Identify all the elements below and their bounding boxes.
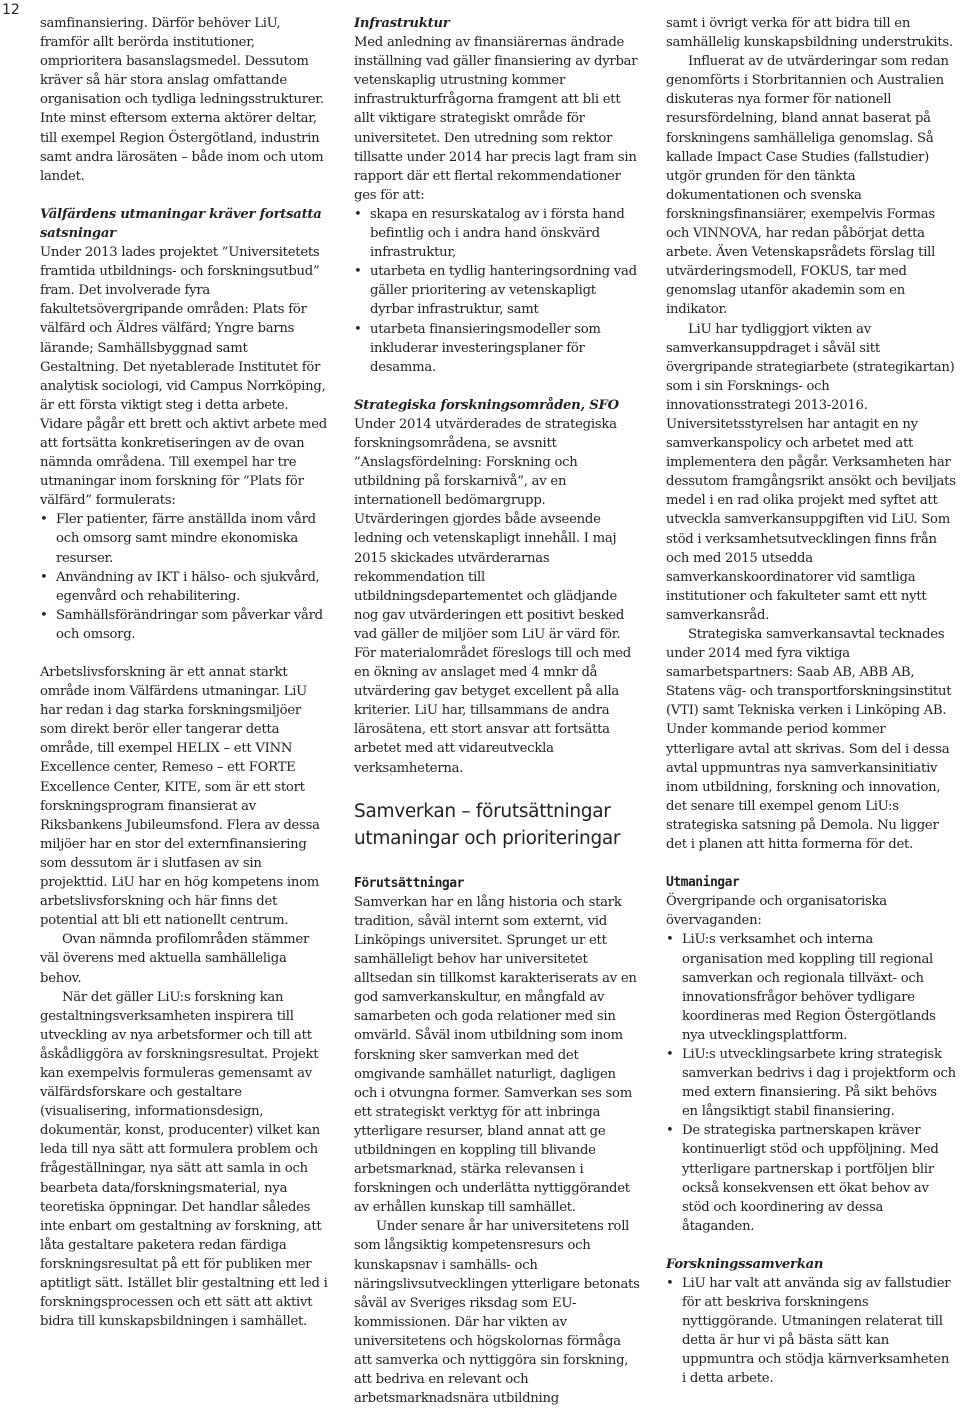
bullet-list <box>666 930 956 1236</box>
paragraph: När det gäller LiU:s forskning kan gestaltningsverksamheten inspirera till utveckling av nya arbetsformer och till att åskådliggöra av forskningsresultat. Projekt kan exempelvis formuleras gemensamt av välfärdsforskare och gestaltare (visualisering, informationsdesign, dokumentär, konst, producenter) vilket kan leda till nya sätt att formulera problem och frågeställningar, nya sätt att samla in och bearbeta data/forskningsmaterial, nya teoretiska öppningar. Det handlar således inte enbart om gestaltning av forskning, att låta gestaltare paketera redan färdiga forskningsresultat på ett för publiken mer aptitligt sätt. Istället blir gestaltning ett led i forskningsprocessen och ett sätt att aktivt bidra till kunskapsbildningen i samhället. <box>40 989 328 1330</box>
subheading-prerequisites: Förutsättningar <box>354 875 464 891</box>
bullet-list <box>40 510 330 644</box>
page-number: 12 <box>2 2 20 18</box>
paragraph: Under 2013 lades projektet ”Universitetets framtida utbildnings- och forskningsutbud” fram. Det involverade fyra fakultetsövergripande områden: Plats för välfärd och Äldres välfärd; Yngre barns lärande; Samhällsbyggnad samt Gestaltning. Det nyetablerade Institutet för analytisk sociologi, vid Campus Norrköping, är ett första viktigt steg i detta arbete. Vidare pågår ett brett och aktivt arbete med att fortsätta konkretiseringen av de ovan nämnda områdena. Till exempel har tre utmaningar inom forskning för ”Plats för välfärd” formulerats: <box>40 245 327 509</box>
list-item: • LiU:s utvecklingsarbete kring strategisk samverkan bedrivs i dag i projektform och med extern finansiering. På sikt behövs en långsiktigt stabil finansiering. <box>666 1045 956 1121</box>
subheading-infrastructure: Infrastruktur <box>354 16 450 31</box>
bullet-list <box>354 205 642 377</box>
column-middle <box>354 14 642 1408</box>
section-heading-samverkan: Samverkan – förutsättningar utmaningar och prioriteringar <box>354 800 621 849</box>
paragraph: Strategiska samverkansavtal tecknades under 2014 med fyra viktiga samarbetspartners: Saab AB, ABB AB, Statens väg- och transportforskningsinstitut (VTI) samt Tekniska verken i Linköping AB. Under kommande period kommer ytterligare avtal att skrivas. Som del i dessa avtal uppmuntras nya samverkansinitiativ inom utbildning, forskning och innovation, det senare till exempel genom LiU:s strategiska satsning på Demola. Nu ligger det i planen att hitta formerna för det. <box>666 627 952 853</box>
list-item: • Samhällsförändringar som påverkar vård och omsorg. <box>40 606 330 644</box>
paragraph: Övergripande och organisatoriska övervaganden: <box>666 894 887 929</box>
paragraph: Under senare år har universitetens roll som långsiktig kompetensresurs och kunskapsnav i samhälls- och näringslivsutvecklingen ytterligare betonats såväl av Sveriges riksdag som EU-kommissionen. Där har vikten av universitetens och högskolornas förmåga att samverka och nyttiggöra sin forskning, att bedriva en relevant och arbetsmarknadsnära utbildning <box>354 1219 640 1407</box>
subheading-research-collaboration: Forskningssamverkan <box>666 1256 824 1272</box>
paragraph: Samverkan har en lång historia och stark tradition, såväl internt som externt, vid Linköpings universitet. Sprunget ur ett samhälleligt behov har universitetet alltsedan sin tillkomst karakteriserats av en god samverkanskultur, en mångfald av samarbeten och goda relationer med sin omvärld. Såväl inom utbildning som inom forskning sker samverkan med det omgivande samhället naturligt, dagligen och i otvungna former. Samverkan ses som ett strategiskt verktyg för att inbringa ytterligare resurser, bland annat att ge utbildningen en koppling till blivande arbetsmarknad, stärka relevansen i forskningen och underlätta nyttiggörandet av erhållen kunskap till samhället. <box>354 894 637 1216</box>
paragraph: Arbetslivsforskning är ett annat starkt område inom Välfärdens utmaningar. LiU har redan i dag starka forskningsmiljöer som direkt berör eller tangerar detta område, till exempel HELIX – ett VINN Excellence center, Remeso – ett FORTE Excellence Center, KITE, som är ett stort forskningsprogram finansierat av Riksbankens Jubileumsfond. Flera av dessa miljöer har en stor del externfinansiering som dessutom är i slutfasen av sin projekttid. LiU har en hög kompetens inom arbetslivsforskning och här finns det potential att bli ett nationellt centrum. <box>40 665 320 929</box>
paragraph: Under 2014 utvärderades de strategiska forskningsområdena, se avsnitt ”Anslagsfördelning: Forskning och utbildning på forskarnivå”, av en internationell bedömargrupp. Utvärderingen gjordes både avseende ledning och vetenskapligt innehåll. I maj 2015 skickades utvärderarnas rekommendation till utbildningsdepartementet och glädjande nog gav utvärderingen ett positivt besked vad gäller de miljöer som LiU är värd för. För materialområdet föreslogs till och med en ökning av anslaget med 4 mnkr då utvärdering gav betyget excellent på alla kriterier. LiU har, tillsammans de andra lärosätena, ett stort ansvar att fortsätta arbetet med att vidareutveckla verksamheterna. <box>354 416 631 776</box>
intro-paragraph: samfinansiering. Därför behöver LiU, framför allt berörda institutioner, omprioritera basanslagsmedel. Dessutom kräver så här stora anslag omfattande organisation och tydliga ledningsstrukturer. Inte minst eftersom externa aktörer deltar, till exempel Region Östergötland, industrin samt andra lärosäten – både inom och utom landet. <box>40 16 324 184</box>
paragraph: LiU har tydliggjort vikten av samverkansuppdraget i såväl sitt övergripande strategiarbete (strategikartan) som i sin Forsknings- och innovationsstrategi 2013-2016. Universitetsstyrelsen har antagit en ny samverkanspolicy och arbetet med att implementera den pågår. Verksamheten har dessutom framgångsrikt ansökt och beviljats medel i en rad olika projekt med syftet att utveckla samverkansuppgiften vid LiU. Som stöd i verksamhetsutvecklingen finns från och med 2015 utsedda samverkanskoordinatorer vid samtliga institutioner och fakulteter samt ett nytt samverkansråd. <box>666 321 956 623</box>
paragraph: Influerat av de utvärderingar som redan genomförts i Storbritannien och Australien diskuteras nya former för nationell resursfördelning, bland annat baserat på forskningens samhälleliga genomslag. Så kallade Impact Case Studies (fallstudier) utgör grunden för den tänkta dokumentationen och svenska forskningsfinansiärer, exempelvis Formas och VINNOVA, har redan påbörjat detta arbete. Även Vetenskapsrådets förslag till utvärderingsmodell, FOKUS, tar med genomslag utanför akademin som en indikator. <box>666 54 949 318</box>
column-left <box>40 14 330 1331</box>
paragraph: Ovan nämnda profilområden stämmer väl överens med aktuella samhälleliga behov. <box>40 932 310 986</box>
list-item: • utarbeta en tydlig hanteringsordning vad gäller prioritering av vetenskapligt dyrbar infrastruktur, samt <box>354 262 642 319</box>
list-item: • Fler patienter, färre anställda inom vård och omsorg samt mindre ekonomiska resurser. <box>40 510 330 567</box>
bullet-list <box>666 1274 956 1389</box>
column-right <box>666 14 956 1389</box>
list-item: • Användning av IKT i hälso- och sjukvård, egenvård och rehabilitering. <box>40 568 330 606</box>
list-item: • De strategiska partnerskapen kräver kontinuerligt stöd och uppföljning. Med ytterligare partnerskap i portföljen blir också konsekvensen ett ökat behov av stöd och koordinering av dessa åtaganden. <box>666 1121 956 1236</box>
list-item: • utarbeta finansieringsmodeller som inkluderar investeringsplaner för desamma. <box>354 320 642 377</box>
list-item: • LiU:s verksamhet och interna organisation med koppling till regional samverkan och regionala tillväxt- och innovationsfrågor behöver tydligare koordineras med Region Östergötlands nya utvecklingsplattform. <box>666 930 956 1045</box>
paragraph: samt i övrigt verka för att bidra till en samhällelig kunskapsbildning understrukits. <box>666 16 953 51</box>
subheading-sfo: Strategiska forskningsområden, SFO <box>354 397 619 413</box>
list-item: • skapa en resurskatalog av i första hand befintlig och i andra hand önskvärd infrastruktur, <box>354 205 642 262</box>
list-item: • LiU har valt att använda sig av fallstudier för att beskriva forskningens nyttiggörande. Utmaningen relaterat till detta är hur vi på bästa sätt kan uppmuntra och stödja kärnverksamheten i detta arbete. <box>666 1274 956 1389</box>
paragraph: Med anledning av finansiärernas ändrade inställning vad gäller finansiering av dyrbar vetenskaplig utrustning kommer infrastrukturfrågorna framgent att bli ett allt viktigare strategiskt område för universitetet. Den utredning som rektor tillsatte under 2014 har precis lagt fram sin rapport där ett flertal rekommendationer ges för att: <box>354 35 638 203</box>
subheading-challenges: Utmaningar <box>666 875 740 891</box>
section-heading-welfare: Välfärdens utmaningar kräver fortsatta satsningar <box>40 206 322 241</box>
